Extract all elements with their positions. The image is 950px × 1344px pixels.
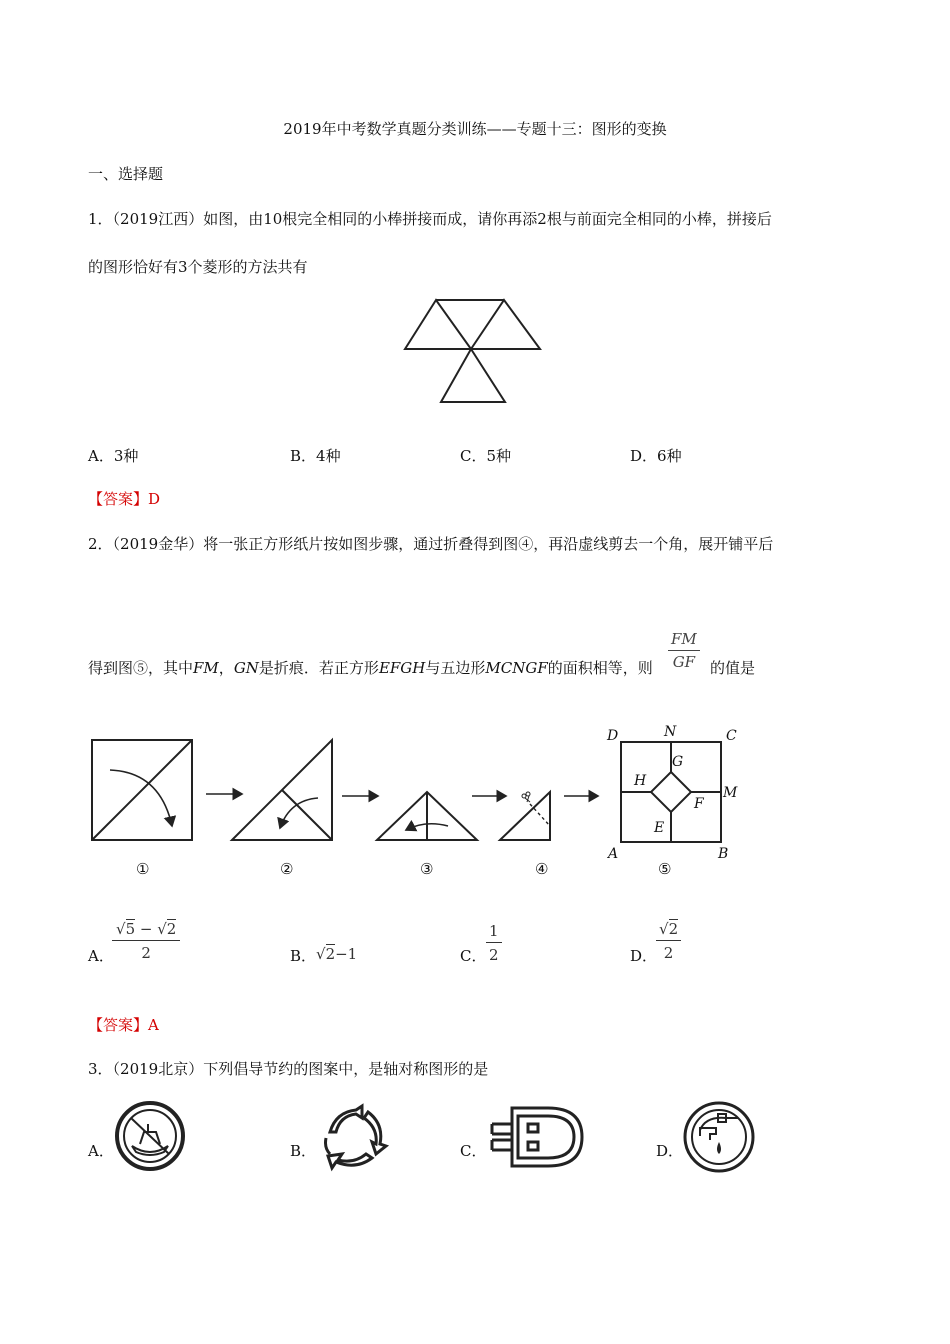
q2-step2-fold xyxy=(282,790,332,840)
q2-point-f: F xyxy=(694,796,704,812)
q2-text-c: 与五边形 xyxy=(425,659,486,677)
q2-folding-figure xyxy=(80,722,760,888)
q2-point-c: C xyxy=(726,728,737,744)
q2-var-efgh: EFGH xyxy=(378,659,426,677)
q2-text-a: 得到图⑤，其中 xyxy=(88,659,194,677)
q2-comma: ， xyxy=(218,659,234,677)
q1-text-line2: 的图形恰好有3个菱形的方法共有 xyxy=(88,258,308,276)
q1-answer-value: D xyxy=(148,490,161,508)
scissors-icon xyxy=(522,792,530,802)
q2-point-b: B xyxy=(718,846,729,862)
q2-option-a-denominator: 2 xyxy=(141,944,151,962)
q2-option-c-letter[interactable]: C． xyxy=(460,947,487,965)
q2-answer-label: 【答案】 xyxy=(88,1016,149,1034)
q2-option-a-rad2: 2 xyxy=(166,920,177,938)
q2-point-n: N xyxy=(664,724,677,740)
q1-answer xyxy=(88,488,160,509)
q2-var-gn: GN xyxy=(233,659,259,677)
q2-step-label-5: ⑤ xyxy=(658,860,672,878)
q2-var-mcngf: MCNGF xyxy=(485,659,548,677)
q2-option-d-letter[interactable]: D． xyxy=(630,947,658,965)
q2-point-d: D xyxy=(607,728,619,744)
q2-option-d-rad: 2 xyxy=(668,920,679,938)
q2-step-label-4: ④ xyxy=(535,860,549,878)
q3-option-b[interactable]: B． xyxy=(290,1142,317,1160)
q2-answer-value: A xyxy=(148,1016,159,1034)
q2-option-d[interactable] xyxy=(656,920,681,962)
power-plug-icon[interactable] xyxy=(488,1102,588,1172)
q2-option-b[interactable]: √2−1 xyxy=(316,945,358,963)
page-title: 2019年中考数学真题分类训练——专题十三：图形的变换 xyxy=(283,120,667,138)
q2-option-c-denominator: 2 xyxy=(489,946,499,964)
q1-option-c[interactable]: C．5种 xyxy=(460,447,512,465)
q2-text-line2 xyxy=(88,657,653,678)
q2-step5-inner-square xyxy=(651,772,691,812)
q2-option-b-tail: −1 xyxy=(335,945,358,963)
q1-triangle-left xyxy=(405,300,471,349)
q2-option-d-numerator: √2 xyxy=(656,920,681,941)
q2-step1-diagonal xyxy=(92,740,192,840)
q2-option-b-rad: 2 xyxy=(325,945,336,963)
q1-answer-label: 【答案】 xyxy=(88,490,149,508)
q2-var-fm: FM xyxy=(193,659,219,677)
q1-triangle-bottom xyxy=(441,349,505,402)
q1-option-a[interactable]: A．3种 xyxy=(88,447,139,465)
q2-option-c-numerator: 1 xyxy=(486,922,502,943)
q1-sticks-figure xyxy=(400,294,546,406)
q2-text-line1: 2．（2019金华）将一张正方形纸片按如图步骤，通过折叠得到图④，再沿虚线剪去一个角，展开铺平后 xyxy=(88,535,774,553)
q2-point-g: G xyxy=(672,754,684,770)
q2-text-b: 是折痕．若正方形 xyxy=(258,659,379,677)
q2-option-a-letter[interactable]: A． xyxy=(88,947,114,965)
q2-option-c[interactable] xyxy=(486,922,502,964)
q2-step-label-1: ① xyxy=(136,860,150,878)
q2-fraction-fm-gf xyxy=(668,630,700,671)
save-water-icon[interactable] xyxy=(682,1100,756,1174)
recycle-icon[interactable] xyxy=(316,1102,392,1172)
q2-step-label-2: ② xyxy=(280,860,294,878)
q3-option-a[interactable]: A． xyxy=(88,1142,114,1160)
q2-step-label-3: ③ xyxy=(420,860,434,878)
q2-point-m: M xyxy=(723,785,738,801)
q2-step1-arrow xyxy=(110,770,172,826)
q2-option-a-numerator: √5 − √2 xyxy=(112,920,180,941)
q2-frac-den: GF xyxy=(672,653,696,671)
q2-option-d-denominator: 2 xyxy=(663,944,674,962)
q2-text-d: 的面积相等，则 xyxy=(547,659,653,677)
q2-step2-arrow xyxy=(280,798,318,828)
q2-point-h: H xyxy=(634,773,647,789)
q1-triangle-right xyxy=(471,300,540,349)
q1-option-b[interactable]: B．4种 xyxy=(290,447,341,465)
q3-option-d[interactable]: D． xyxy=(656,1142,684,1160)
q3-option-c[interactable]: C． xyxy=(460,1142,487,1160)
q1-text-line1: 1．（2019江西）如图，由10根完全相同的小棒拼接而成，请你再添2根与前面完全相同的小棒，拼接后 xyxy=(88,210,772,228)
q2-text-e: 的值是 xyxy=(710,659,756,677)
q2-point-a: A xyxy=(608,846,619,862)
q2-option-a[interactable] xyxy=(112,920,180,962)
section-heading: 一、选择题 xyxy=(88,165,164,183)
q2-point-e: E xyxy=(654,820,665,836)
q2-option-a-minus: − xyxy=(139,920,153,938)
q2-option-a-rad1: 5 xyxy=(125,920,136,938)
q1-option-d[interactable]: D．6种 xyxy=(630,447,682,465)
q3-text-line1: 3．（2019北京）下列倡导节约的图案中，是轴对称图形的是 xyxy=(88,1060,489,1078)
q2-answer xyxy=(88,1014,159,1035)
save-food-icon[interactable] xyxy=(114,1100,186,1172)
q2-frac-num: FM xyxy=(668,630,700,651)
q2-option-b-letter[interactable]: B． xyxy=(290,947,317,965)
q2-step4-triangle xyxy=(500,792,550,840)
